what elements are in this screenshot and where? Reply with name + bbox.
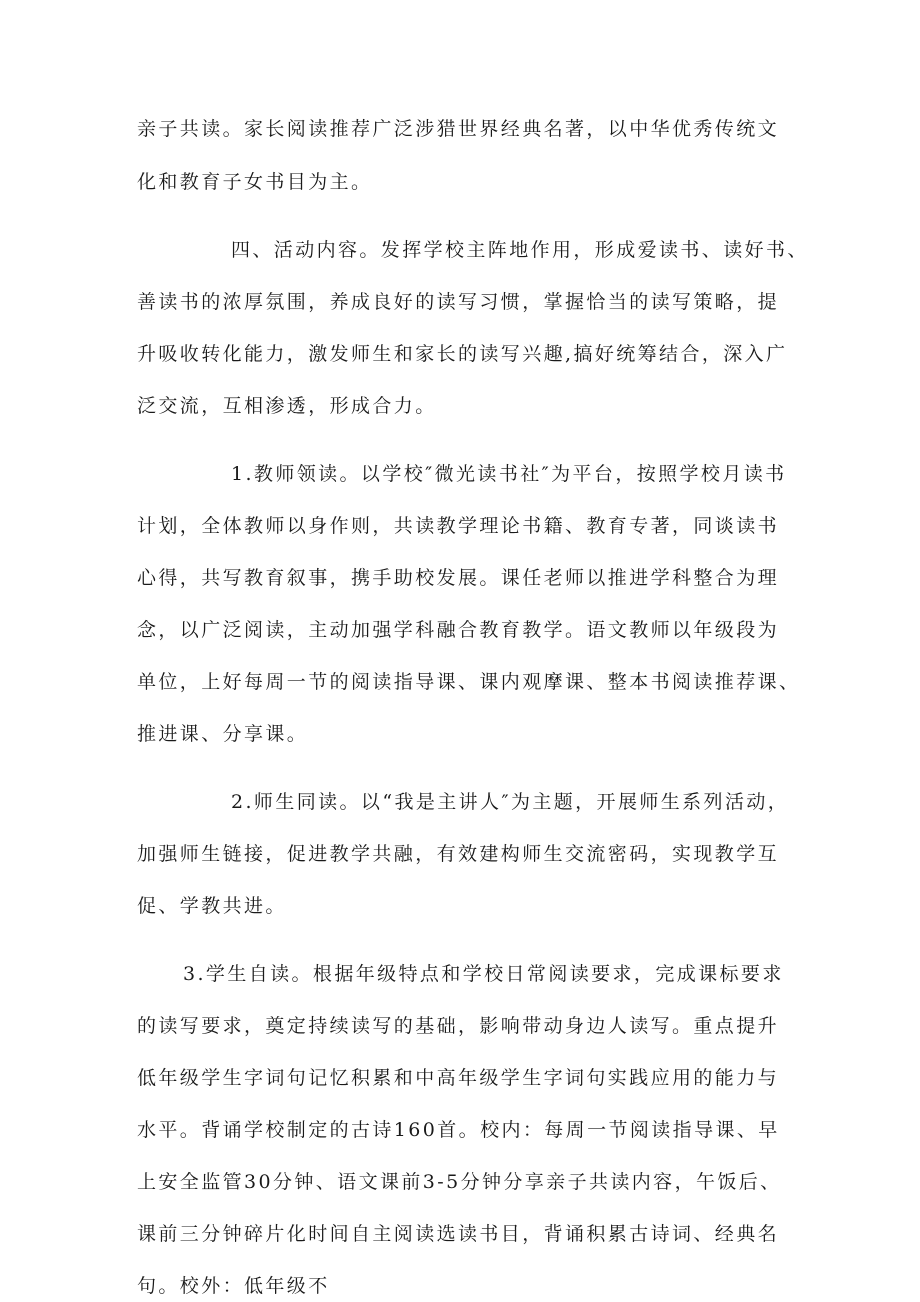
text-line: 2.师生同读。以“我是主讲人″为主题，开展师生系列活动， — [231, 791, 790, 813]
text-line: 心得，共写教育叙事，携手助校发展。课任老师以推进学科整合为理 — [137, 567, 780, 589]
text-line: 亲子共读。家长阅读推荐广泛涉猎世界经典名著，以中华优秀传统文 — [137, 118, 780, 140]
text-line: 上安全监管30分钟、语文课前3-5分钟分享亲子共读内容，午饭后、 — [137, 1171, 782, 1193]
text-line: 计划，全体教师以身作则，共读教学理论书籍、教育专著，同谈读书 — [137, 515, 780, 537]
text-line: 化和教育子女书目为主。 — [137, 171, 373, 193]
text-line: 促、学教共进。 — [137, 895, 287, 917]
text-line: 加强师生链接，促进教学共融，有效建构师生交流密码，实现教学互 — [137, 843, 780, 865]
text-line: 句。校外：低年级不 — [137, 1275, 330, 1297]
text-line: 课前三分钟碎片化时间自主阅读选读书目，背诵积累古诗词、经典名 — [137, 1223, 780, 1245]
text-line: 低年级学生字词句记忆积累和中高年级学生字词句实践应用的能力与 — [137, 1067, 780, 1089]
text-line: 1.教师领读。以学校″微光读书社″为平台，按照学校月读书 — [231, 463, 787, 485]
text-line: 善读书的浓厚氛围，养成良好的读写习惯，掌握恰当的读写策略，提 — [137, 291, 780, 313]
text-line: 的读写要求，奠定持续读写的基础，影响带动身边人读写。重点提升 — [137, 1015, 780, 1037]
text-line: 泛交流，互相渗透，形成合力。 — [137, 395, 437, 417]
text-line: 3.学生自读。根据年级特点和学校日常阅读要求，完成课标要求 — [183, 963, 784, 985]
text-line: 推进课、分享课。 — [137, 723, 309, 745]
text-line: 念，以广泛阅读，主动加强学科融合教育教学。语文教师以年级段为 — [137, 619, 780, 641]
text-line: 四、活动内容。发挥学校主阵地作用，形成爱读书、读好书、 — [231, 239, 809, 261]
text-line: 水平。背诵学校制定的古诗160首。校内：每周一节阅读指导课、早 — [137, 1119, 780, 1141]
text-line: 单位，上好每周一节的阅读指导课、课内观摩课、整本书阅读推荐课、 — [137, 671, 801, 693]
text-line: 升吸收转化能力，激发师生和家长的读写兴趣,搞好统筹结合，深入广 — [137, 343, 788, 365]
